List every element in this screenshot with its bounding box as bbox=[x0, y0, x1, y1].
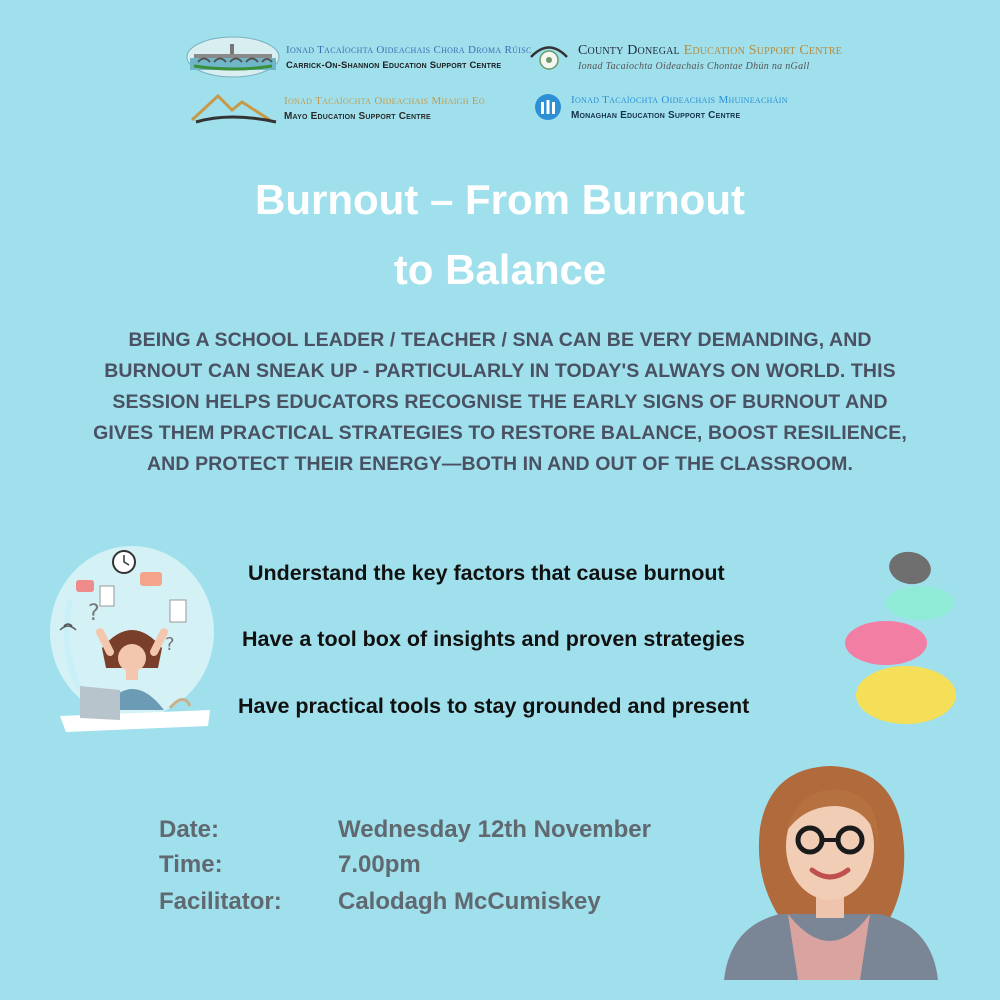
facilitator-photo bbox=[720, 758, 942, 980]
logo-donegal-county: County Donegal bbox=[578, 42, 680, 58]
logo-mayo-irish-name: Ionad Tacaíochta Oideachais Mhaigh Eo bbox=[284, 94, 485, 107]
session-description bbox=[40, 325, 960, 480]
time-label: Time: bbox=[159, 851, 223, 878]
facilitator-label: Facilitator: bbox=[159, 888, 282, 915]
bridge-logo-icon bbox=[186, 36, 280, 78]
logo-monaghan-english-name: Monaghan Education Support Centre bbox=[571, 109, 741, 121]
description-line: BURNOUT CAN SNEAK UP - PARTICULARLY IN TODAY'S ALWAYS ON WORLD. THIS bbox=[104, 360, 896, 382]
logo-monaghan bbox=[533, 92, 788, 122]
logo-donegal-irish-name: Ionad Tacaíochta Oideachais Chontae Dhún na nGall bbox=[578, 60, 810, 72]
monaghan-logo-icon bbox=[533, 92, 563, 122]
page-title-line-1: Burnout – From Burnout bbox=[255, 176, 745, 223]
time-value: 7.00pm bbox=[338, 851, 421, 878]
logo-donegal-centre: Education Support Centre bbox=[683, 42, 843, 58]
description-line: BEING A SCHOOL LEADER / TEACHER / SNA CAN BE VERY DEMANDING, AND bbox=[128, 329, 872, 351]
benefit-item-3: Have practical tools to stay grounded and present bbox=[238, 694, 750, 718]
svg-text:?: ? bbox=[165, 634, 175, 655]
description-line: SESSION HELPS EDUCATORS RECOGNISE THE EARLY SIGNS OF BURNOUT AND bbox=[112, 391, 888, 413]
logo-mayo-english-name: Mayo Education Support Centre bbox=[284, 110, 431, 122]
description-line: GIVES THEM PRACTICAL STRATEGIES TO RESTORE BALANCE, BOOST RESILIENCE, bbox=[93, 422, 907, 444]
logo-carrick-on-shannon bbox=[186, 36, 532, 78]
balance-stones-illustration bbox=[838, 548, 962, 732]
logo-carrick-english-name: Carrick-On-Shannon Education Support Centre bbox=[286, 59, 502, 71]
facilitator-value: Calodagh McCumiskey bbox=[338, 888, 601, 915]
logo-donegal bbox=[528, 40, 842, 74]
page-title-line-2: to Balance bbox=[393, 246, 607, 293]
stone-yellow-icon bbox=[856, 666, 956, 724]
description-line: AND PROTECT THEIR ENERGY—BOTH IN AND OUT OF THE CLASSROOM. bbox=[147, 453, 853, 475]
donegal-seal-icon bbox=[528, 40, 570, 74]
mountains-logo-icon bbox=[190, 90, 280, 126]
date-value: Wednesday 12th November bbox=[338, 816, 651, 843]
stone-pink-icon bbox=[845, 621, 927, 665]
benefit-item-2: Have a tool box of insights and proven strategies bbox=[242, 627, 745, 651]
stone-grey-icon bbox=[887, 549, 934, 588]
stressed-woman-illustration bbox=[40, 540, 220, 740]
benefit-item-1: Understand the key factors that cause burnout bbox=[248, 561, 725, 585]
svg-text:?: ? bbox=[88, 601, 100, 626]
stone-mint-icon bbox=[886, 586, 954, 620]
logo-monaghan-irish-name: Ionad Tacaíochta Oideachais Mhuineacháin bbox=[571, 93, 788, 106]
logo-carrick-irish-name: Ionad Tacaíochta Oideachais Chora Droma Rúisc bbox=[286, 43, 532, 56]
date-label: Date: bbox=[159, 816, 220, 843]
logo-mayo bbox=[190, 90, 485, 126]
